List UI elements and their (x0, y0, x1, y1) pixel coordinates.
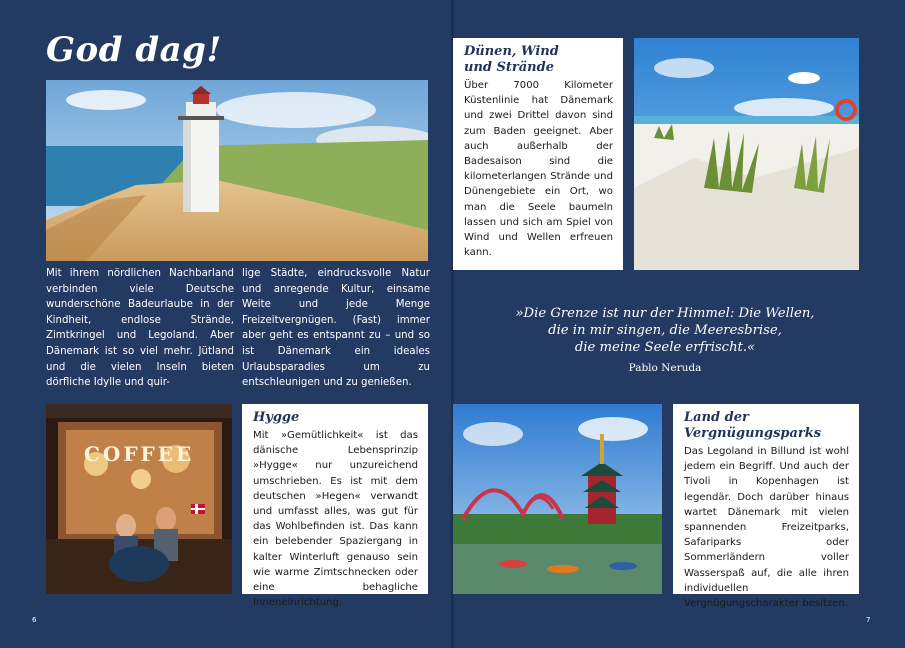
parks-heading-line1: Land der (684, 410, 749, 425)
dunes-heading-line2: und Strände (464, 60, 554, 75)
hygge-text: Mit »Gemütlichkeit« ist das dänische Lebensprinzip »Hygge« nur unzureichend umschrieben. Es ist mit dem deutschen »Hegen« verwandt und umfasst alles, was gut für das Wohlbefinden ist. Das kann ein belebender Spaziergang in kalter Winterluft genauso sein wie warme Zimtschnecken oder eine behagliche Inneneinrichtung. (253, 430, 418, 609)
tivoli-photo (453, 404, 662, 594)
cafe-sign: COFFEE (84, 442, 195, 466)
quote-block (500, 305, 830, 377)
hygge-box (242, 404, 428, 609)
dunes-text: Über 7000 Kilometer Küstenlinie hat Dänemark und zwei Drittel davon sind zum Baden geeignet. Aber auch außerhalb der Badesaison sind die kilometerlangen Strände und Dünengebiete ein Ort, wo man die Seele baumeln lassen und sich am Spiel von Wind und Wellen erfreuen kann. (464, 80, 613, 259)
parks-text: Das Legoland in Billund ist wohl jedem ein Begriff. Und auch der Tivoli in Kopenhagen ist legendär. Doch darüber hinaus wartet Dänemark mit vielen spannenden Freizeitparks, Safariparks oder Sommerländern voller Wasserspaß auf, die alle ihren individuellen Vergnügungscharakter besitzen. (684, 446, 849, 610)
quote-line-3: die meine Seele erfrischt.« (574, 340, 756, 355)
hygge-heading: Hygge (253, 410, 300, 425)
cafe-photo (46, 404, 232, 594)
parks-box (673, 404, 859, 610)
dunes-heading-line1: Dünen, Wind (464, 44, 559, 59)
intro-column-2: lige Städte, eindrucksvolle Natur und anregende Kultur, einsame Weite und jede Menge Freizeitvergnügen. (Fast) immer aber geht es entspannt zu – und so ist Dänemark ein ideales Urlaubsparadies um zu entschleunigen und zu genießen. (242, 268, 430, 389)
page-number-left: 6 (32, 616, 37, 624)
page-title: God dag! (46, 30, 222, 70)
parks-heading-line2: Vergnügungsparks (684, 426, 822, 441)
intro-column-1: Mit ihrem nördlichen Nachbarland verbinden viele Deutsche wunderschöne Badeurlaube in der Kindheit, endlose Strände, Zimtkringel und Legoland. Aber Dänemark ist so viel mehr. Jütland und die vielen Inseln bieten dörfliche Idylle und quir- (46, 268, 234, 389)
quote-author: Pablo Neruda (628, 362, 702, 374)
quote-line-2: die in mir singen, die Meeresbrise, (548, 323, 782, 338)
beach-photo (634, 38, 859, 270)
lighthouse-photo (46, 80, 428, 261)
page-number-right: 7 (866, 616, 871, 624)
dunes-box (453, 38, 623, 270)
quote-line-1: »Die Grenze ist nur der Himmel: Die Wellen, (515, 306, 815, 321)
